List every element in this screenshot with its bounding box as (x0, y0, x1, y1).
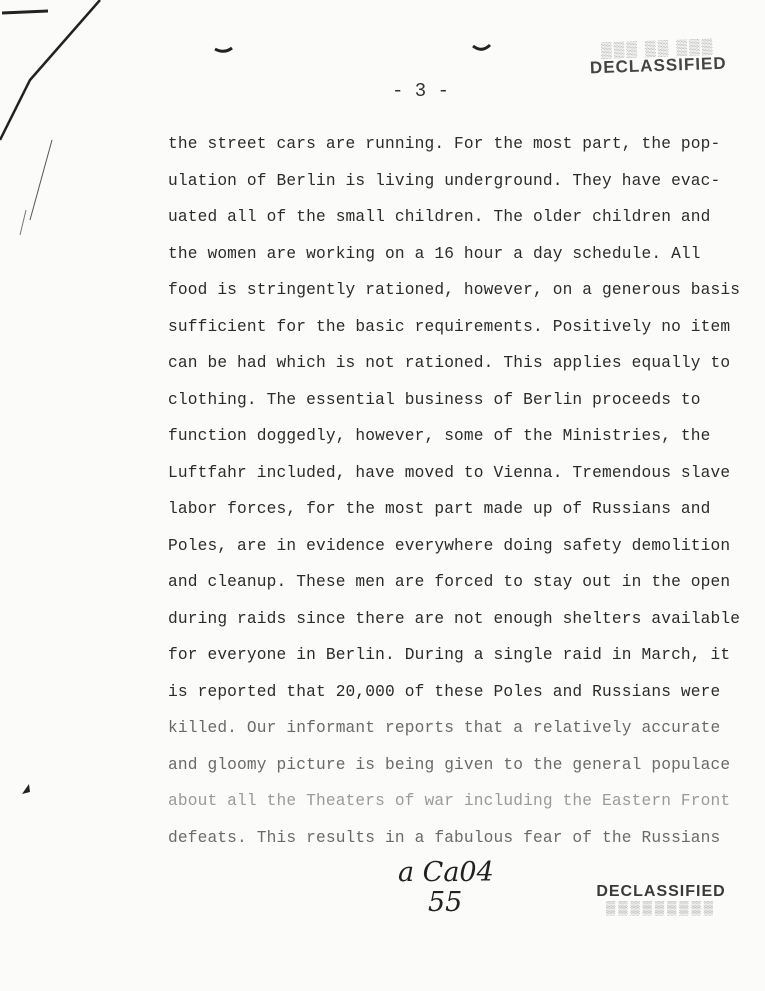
text-line: about all the Theaters of war including the Eastern Front (168, 792, 731, 810)
handwritten-line-1: a Ca04 (398, 857, 494, 888)
text-line: for everyone in Berlin. During a single raid in March, it (168, 646, 731, 664)
text-line: clothing. The essential business of Berlin proceeds to (168, 390, 701, 409)
text-line: Luftfahr included, have moved to Vienna. Tremendous slave (168, 463, 731, 482)
text-line: ulation of Berlin is living underground. They have evac- (168, 171, 721, 190)
text-line: defeats. This results in a fabulous fear of the Russians (168, 828, 721, 847)
text-line: killed. Our informant reports that a relatively accurate (168, 719, 721, 737)
text-line: labor forces, for the most part made up of Russians and (168, 500, 711, 518)
text-line: uated all of the small children. The older children and (168, 208, 711, 226)
declassified-stamp-top: ▒▒▒ ▒▒ ▒▒▒ DECLASSIFIED (589, 38, 727, 78)
scan-edge-mark (0, 0, 120, 260)
text-line: the women are working on a 16 hour a day schedule. All (168, 244, 701, 263)
text-line: and cleanup. These men are forced to stay out in the open (168, 573, 731, 591)
text-line: during raids since there are not enough shelters available (168, 609, 741, 628)
text-line: Poles, are in evidence everywhere doing safety demolition (168, 536, 731, 555)
text-line: is reported that 20,000 of these Poles and Russians were (168, 682, 721, 701)
text-line: function doggedly, however, some of the Ministries, the (168, 427, 711, 445)
handwritten-annotation (398, 858, 558, 918)
text-line: sufficient for the basic requirements. Positively no item (168, 317, 731, 336)
page-number: - 3 - (392, 80, 450, 102)
text-line: food is stringently rationed, however, on a generous basis (168, 281, 741, 299)
text-line: the street cars are running. For the most part, the pop- (168, 135, 721, 153)
text-line: can be had which is not rationed. This applies equally to (168, 354, 731, 372)
text-line: and gloomy picture is being given to the general populace (168, 755, 731, 774)
punch-mark-right (472, 42, 492, 54)
declassified-stamp-bottom: DECLASSIFIED ▒▒▒▒▒▒▒▒▒ (596, 883, 726, 915)
handwritten-line-2: 55 (428, 887, 463, 918)
punch-mark-left (214, 44, 234, 56)
body-text (168, 130, 741, 860)
margin-mark (20, 782, 32, 796)
